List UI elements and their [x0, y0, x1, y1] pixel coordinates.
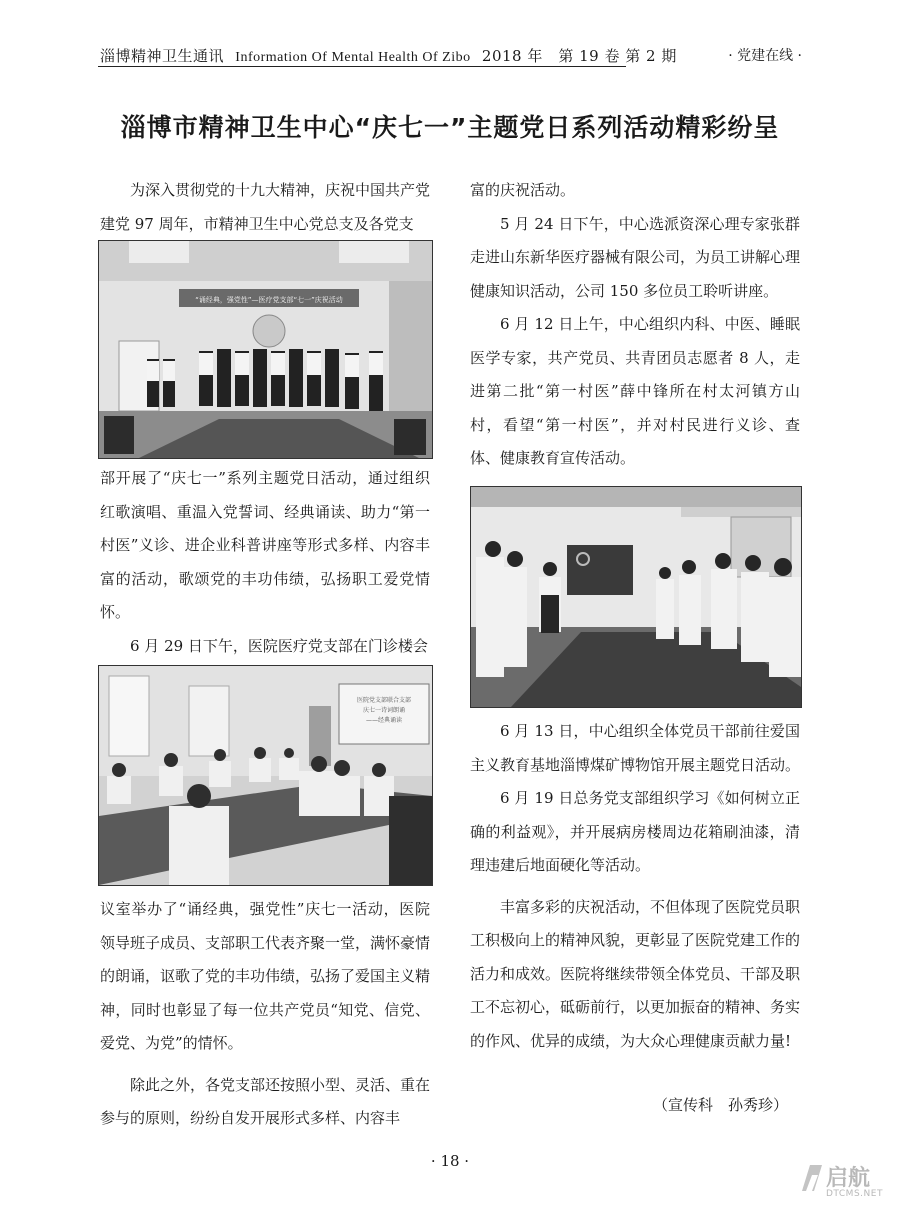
journal-name-en: Information Of Mental Health Of Zibo: [235, 50, 471, 65]
paragraph-jun19: 6 月 19 日总务党支部组织学习《如何树立正确的利益观》，并开展病房楼周边花箱刷油漆，清理违建后地面硬化等活动。: [470, 789, 800, 874]
left-column-intro: [100, 174, 430, 241]
photo-meeting: [98, 665, 433, 886]
intro-paragraph-start: 为深入贯彻党的十九大精神，庆祝中国共产党建党 97 周年，市精神卫生中心党总支及各党支: [100, 181, 431, 233]
paragraph-jun29-end: 议室举办了“诵经典，强党性”庆七一活动，医院领导班子成员、支部职工代表齐聚一堂，满怀豪情的朗诵，讴歌了党的丰功伟绩，弘扬了爱国主义精神，同时也彰显了每一位共产党员“知党、信党、爱党、为党”的情怀。: [100, 900, 431, 1052]
journal-name-cn: 淄博精神卫生通讯: [100, 47, 225, 65]
running-header: [100, 45, 677, 66]
choir-banner-text: “诵经典，强党性”—医疗党支部“七一”庆祝活动: [195, 296, 343, 304]
watermark-subtext: DTCMS.NET: [826, 1189, 883, 1199]
photo-choir-image: [99, 241, 432, 458]
right-column-bottom: [470, 715, 800, 1058]
photo-oath-image: [471, 487, 801, 707]
header-rule: [98, 66, 626, 67]
paragraph-conclusion: 丰富多彩的庆祝活动，不但体现了医院党员职工积极向上的精神风貌，更彰显了医院党建工作的活力和成效。医院将继续带领全体党员、干部及职工不忘初心，砥砺前行，以更加振奋的精神、务实的作风、优异的成绩，为大众心理健康贡献力量!: [470, 897, 801, 1050]
left-column-bottom: [100, 893, 430, 1136]
watermark: [800, 1157, 886, 1207]
paragraph-others-start: 除此之外，各党支部还按照小型、灵活、重在参与的原则，纷纷自发开展形式多样、内容丰: [100, 1075, 431, 1127]
paragraph-may24: 5 月 24 日下午，中心选派资深心理专家张群走进山东新华医疗器械有限公司，为员工讲解心理健康知识活动，公司 150 多位员工聆听讲座。: [470, 214, 801, 300]
paragraph-others-end: 富的庆祝活动。: [470, 181, 576, 199]
photo-meeting-image: [99, 666, 432, 885]
screen-text-line1: 医院党支部联合支部: [356, 697, 412, 704]
watermark-text: 启航: [826, 1166, 871, 1191]
paragraph-jun29-start: 6 月 29 日下午，医院医疗党支部在门诊楼会: [130, 636, 428, 655]
intro-paragraph-end: 部开展了“庆七一”系列主题党日活动，通过组织红歌演唱、重温入党誓词、经典诵读、助力“第一村医”义诊、进企业科普讲座等形式多样、内容丰富的活动，歌颂党的丰功伟绩，弘扬职工爱党情怀。: [100, 469, 430, 621]
section-label: · 党建在线 ·: [728, 48, 802, 64]
page-number: · 18 ·: [430, 1152, 470, 1170]
paragraph-jun12: 6 月 12 日上午，中心组织内科、中医、睡眠医学专家，共产党员、共青团员志愿者 8 人，走进第二批“第一村医”薛中锋所在村太河镇方山村，看望“第一村医”，并对村民进行义诊、查体、健康教育宣传活动。: [470, 315, 800, 467]
photo-choir: [98, 240, 433, 459]
issue-info: 2018 年 第 19 卷 第 2 期: [481, 47, 677, 65]
photo-oath: [470, 486, 802, 708]
article-title: 淄博市精神卫生中心“庆七一”主题党日系列活动精彩纷呈: [120, 113, 780, 142]
screen-text-line3: ——经典诵读: [365, 717, 403, 724]
right-column-top: [470, 174, 800, 476]
byline: （宣传科 孙秀珍）: [652, 1096, 788, 1114]
screen-text-line2: 庆七一诗词朗诵: [362, 707, 406, 714]
paragraph-jun13: 6 月 13 日，中心组织全体党员干部前往爱国主义教育基地淄博煤矿博物馆开展主题党日活动。: [470, 722, 801, 774]
left-column-middle: [100, 462, 430, 663]
watermark-logo-icon: [800, 1163, 824, 1193]
